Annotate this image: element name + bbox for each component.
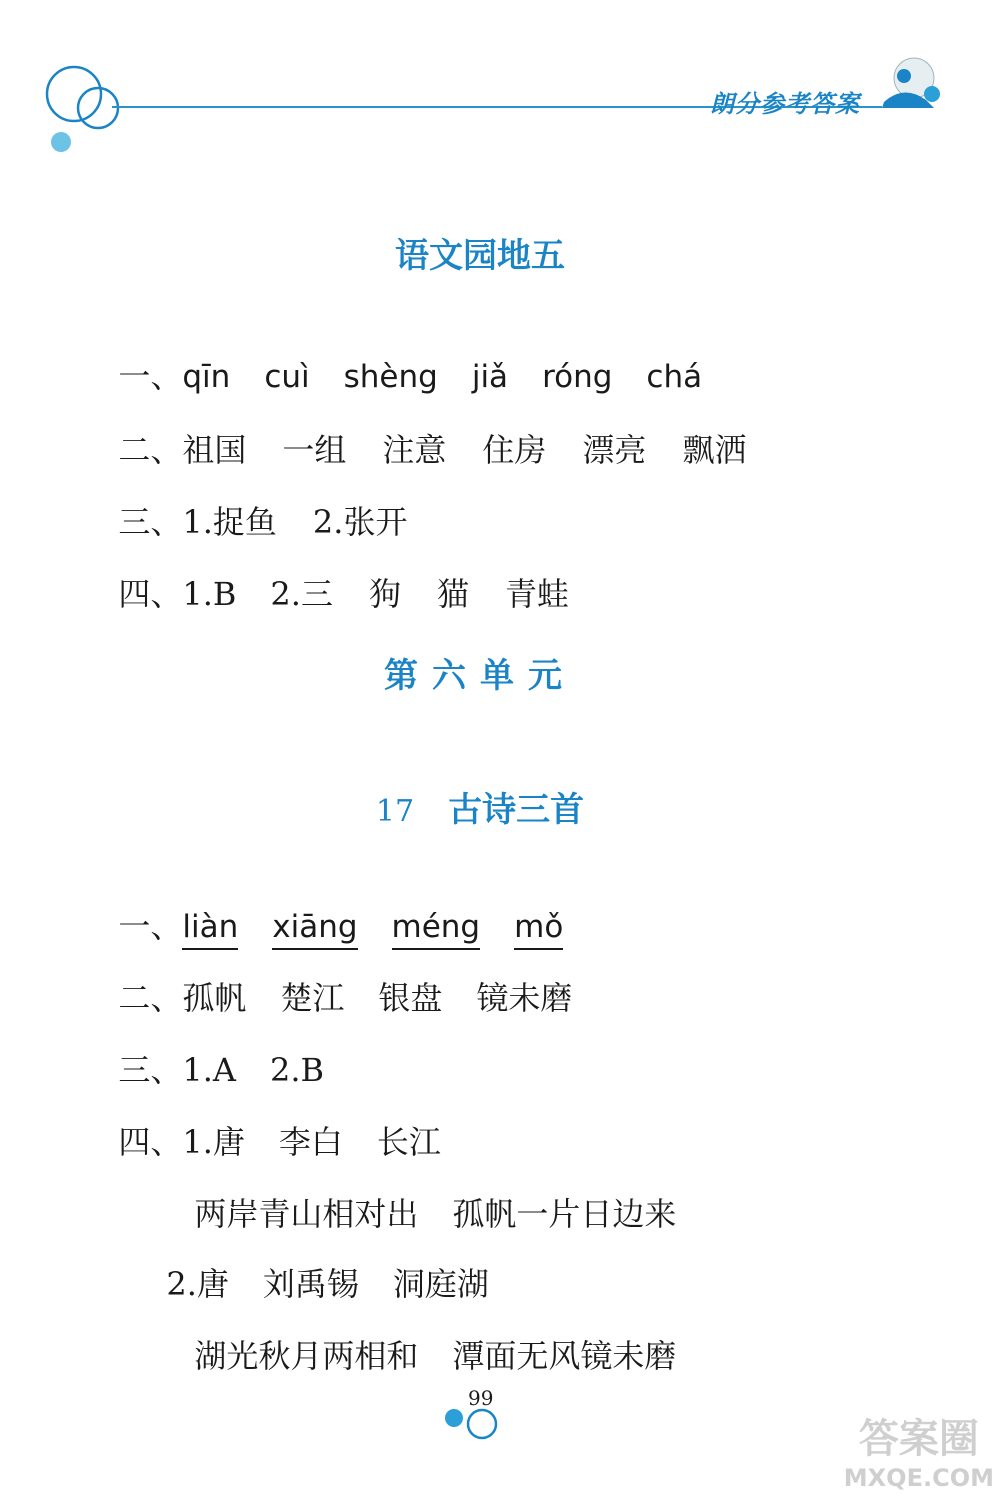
watermark-bottom: MXQE.COM	[843, 1464, 994, 1492]
word-answer: 刘禹锡	[262, 1265, 359, 1303]
word-answer: 2.三	[270, 575, 333, 613]
word-answer: 1.B	[182, 575, 237, 613]
word-answer: 孤帆	[182, 979, 247, 1017]
word-answer: 李白	[278, 1123, 343, 1161]
reading-kid-icon	[874, 56, 946, 112]
answer-line-3	[98, 474, 408, 541]
word-answer: 祖国	[182, 431, 247, 469]
word-answer: 2.张开	[312, 503, 408, 541]
line-label: 四、	[118, 575, 183, 613]
line-label: 四、	[118, 1123, 183, 1161]
lesson-title	[0, 782, 960, 831]
poem-line: 湖光秋月两相和	[194, 1337, 419, 1375]
pinyin-answer: jiǎ	[471, 359, 509, 395]
line-label: 二、	[118, 979, 183, 1017]
line-label: 一、	[118, 907, 183, 945]
lesson-line-1	[98, 878, 563, 943]
word-answer: 猫	[436, 575, 469, 613]
line-label: 三、	[118, 1051, 183, 1089]
word-answer: 青蛙	[504, 575, 569, 613]
word-answer: 2.B	[270, 1051, 325, 1089]
poem-line: 潭面无风镜未磨	[452, 1337, 677, 1375]
answer-line-1	[98, 328, 702, 393]
line-label: 一、	[118, 357, 183, 395]
word-answer: 2.唐	[166, 1265, 229, 1303]
answer-line-2	[98, 402, 747, 469]
lesson-name: 古诗三首	[448, 790, 585, 830]
pinyin-answer: méng	[392, 909, 481, 950]
pinyin-answer: shèng	[343, 359, 438, 395]
word-answer: 洞庭湖	[392, 1265, 489, 1303]
word-answer: 1.捉鱼	[182, 503, 277, 541]
word-answer: 一组	[282, 431, 347, 469]
word-answer: 1.A	[182, 1051, 236, 1089]
unit-title: 第六单元	[384, 656, 576, 696]
header-badge: 朗分参考答案	[710, 90, 860, 118]
lesson-number: 17	[375, 794, 415, 829]
poem-line: 孤帆一片日边来	[452, 1195, 677, 1233]
pinyin-answer: chá	[646, 359, 703, 395]
line-label: 二、	[118, 431, 183, 469]
pinyin-answer: qīn	[182, 359, 231, 395]
poem-line: 两岸青山相对出	[194, 1195, 419, 1233]
lesson-line-5	[174, 1166, 677, 1233]
pinyin-answer: mǒ	[514, 909, 563, 950]
word-answer: 1.唐	[182, 1123, 245, 1161]
lesson-line-7	[174, 1308, 677, 1375]
page-number: 99	[468, 1386, 494, 1410]
word-answer: 漂亮	[582, 431, 647, 469]
word-answer: 住房	[482, 431, 547, 469]
watermark-top: 答案圈	[858, 1416, 979, 1462]
word-answer: 飘洒	[682, 431, 747, 469]
word-answer: 楚江	[280, 979, 345, 1017]
watermark	[844, 1407, 994, 1492]
word-answer: 狗	[368, 575, 401, 613]
word-answer: 银盘	[378, 979, 443, 1017]
lesson-line-4	[98, 1094, 441, 1161]
word-answer: 注意	[382, 431, 447, 469]
section-title: 语文园地五	[395, 236, 565, 276]
lesson-line-3	[98, 1022, 325, 1089]
lesson-line-6	[146, 1236, 489, 1303]
header-circles-icon	[40, 62, 130, 158]
pinyin-answer: liàn	[182, 909, 238, 950]
line-label: 三、	[118, 503, 183, 541]
word-answer: 镜未磨	[476, 979, 573, 1017]
pinyin-answer: xiāng	[272, 909, 357, 950]
pinyin-answer: cuì	[264, 359, 310, 395]
lesson-line-2	[98, 950, 573, 1017]
word-answer: 长江	[376, 1123, 441, 1161]
answer-line-4	[98, 546, 569, 613]
pinyin-answer: róng	[542, 359, 613, 395]
